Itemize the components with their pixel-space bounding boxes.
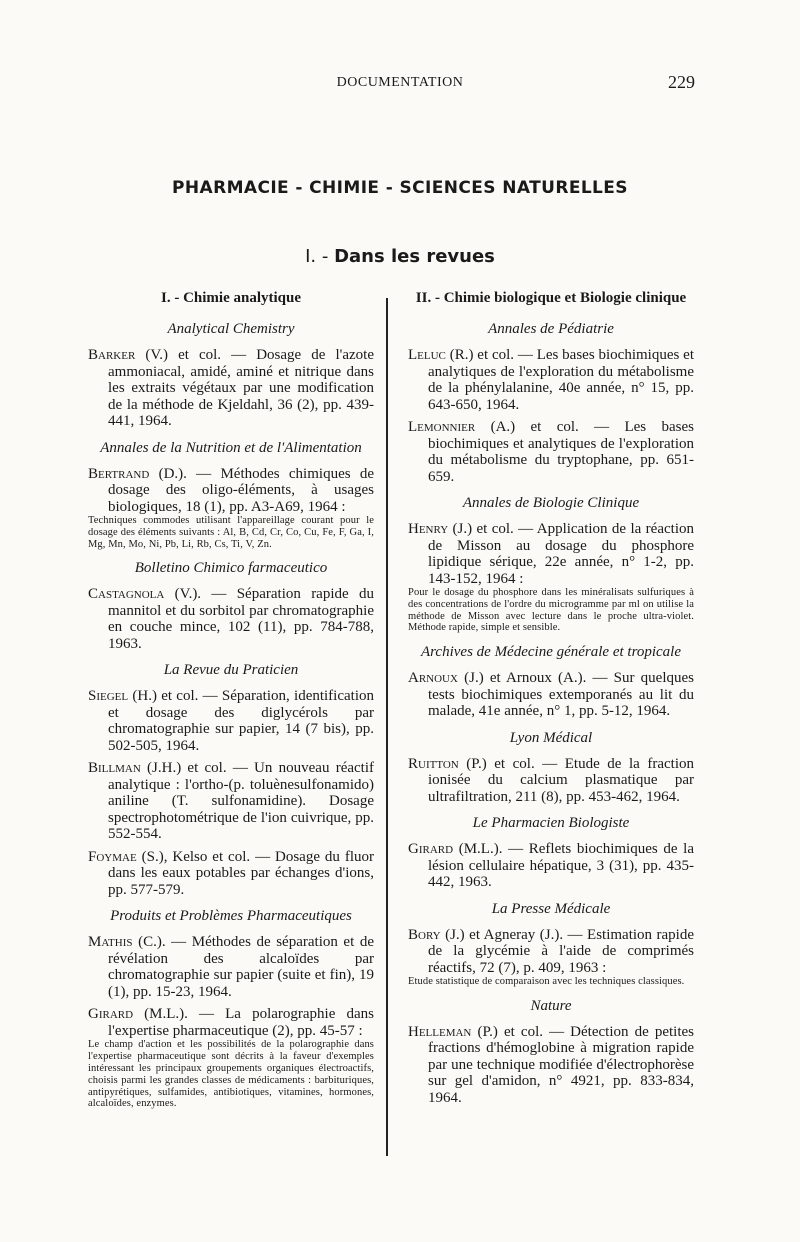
column-divider (386, 298, 388, 1156)
journal-title: La Revue du Praticien (163, 662, 299, 679)
bibliography-entry (88, 760, 374, 843)
entry-abstract: Techniques commodes utilisant l'appareillage courant pour le dosage des éléments suivants : Al, B, Cd, Cr, Co, Cu, Fe, F, Ga, I, Mg, Mn, Mo, Ni, Pb, Li, Rb, Cs, Ti, V, Zn. (88, 515, 374, 550)
entry-author: Siegel (88, 688, 129, 705)
entry-citation: (P.) et col. — Détection de petites fractions d'hémoglobine à migration rapide par une technique modifiée d'électrophorèse sur gel d'amidon, n° 4921, pp. 833-834, 1964. (428, 1023, 694, 1106)
bibliography-entry (408, 1024, 694, 1107)
journal-title: Analytical Chemistry (167, 321, 295, 337)
section-title: PHARMACIE - CHIMIE - SCIENCES NATURELLES (172, 178, 628, 198)
entry-author: Bory (408, 926, 441, 943)
bibliography-entry (408, 756, 694, 806)
entry-citation: (H.) et col. — Séparation, identification et dosage des diglycérols par chromatographie sur papier, 14 (7 bis), pp. 502-505, 1964. (108, 688, 374, 754)
entry-citation: (J.) et Agneray (J.). — Estimation rapide de la glycémie à l'aide de comprimés réactifs, 72 (7), p. 409, 1963 : (428, 926, 694, 976)
entry-author: Castagnola (88, 586, 165, 603)
entry-author: Ruitton (408, 755, 459, 772)
entry-citation: (S.), Kelso et col. — Dosage du fluor dans les eaux potables par échanges d'ions, pp. 577-579. (108, 848, 374, 898)
entry-citation: (R.) et col. — Les bases biochimiques et analytiques de l'exploration du métabolisme de la phénylalanine, 40e année, n° 15, pp. 643-650, 1964. (428, 347, 694, 413)
journal-title: Nature (530, 997, 572, 1014)
bibliography-entry (408, 419, 694, 485)
entry-author: Girard (88, 1006, 134, 1023)
entry-citation: (J.H.) et col. — Un nouveau réactif analytique : l'ortho-(p. toluènesulfonamido) aniline (T. sulfonamidine). Dosage spectrophotométrique de l'ion cuivrique, pp. 552-554. (108, 760, 374, 843)
entry-citation: (M.L.). — La polarographie dans l'expertise pharmaceutique (2), pp. 45-57 : (108, 1006, 374, 1039)
bibliography-entry (88, 934, 374, 1000)
journal-title: Produits et Problèmes Pharmaceutiques (110, 908, 352, 925)
bibliography-entry (88, 1006, 374, 1110)
running-head: DOCUMENTATION (336, 75, 464, 90)
entry-author: Lemonnier (408, 419, 476, 435)
bibliography-entry (408, 841, 694, 891)
bibliography-entry (88, 347, 374, 430)
entry-abstract: Pour le dosage du phosphore dans les minéralisats sulfuriques à des concentrations de l'ordre du microgramme par ml on utilise la méthode de Misson avec lecture dans le proche ultra-violet. Méthode rapide, simple et sensible. (408, 587, 694, 634)
entry-citation: (M.L.). — Reflets biochimiques de la lésion cellulaire hépatique, 3 (31), pp. 435-442, 1963. (428, 841, 694, 891)
bibliography-entry (88, 586, 374, 652)
entry-author: Henry (408, 521, 449, 537)
journal-title: Annales de Biologie Clinique (462, 495, 640, 511)
entry-author: Helleman (408, 1023, 472, 1040)
bibliography-entry (408, 347, 694, 413)
bibliography-entry (88, 849, 374, 899)
entry-citation: (J.) et Arnoux (A.). — Sur quelques tests biochimiques extemporanés au lit du malade, 41e année, n° 1, pp. 5-12, 1964. (428, 670, 694, 720)
entry-citation: (V.) et col. — Dosage de l'azote ammoniacal, amidé, aminé et nitrique dans les extraits végétaux par une modification de la méthode de Kjeldahl, 36 (2), pp. 439-441, 1964. (108, 347, 374, 429)
entry-author: Mathis (88, 934, 133, 951)
journal-title: Annales de Pédiatrie (488, 321, 614, 337)
bibliography-entry (88, 466, 374, 551)
entry-author: Girard (408, 841, 454, 858)
section-heading: I. - Chimie analytique (160, 290, 301, 306)
entry-citation: (C.). — Méthodes de séparation et de révélation des alcaloïdes par chromatographie sur papier (suite et fin), 19 (1), pp. 15-23, 1964. (108, 934, 374, 1000)
entry-citation: (V.). — Séparation rapide du mannitol et du sorbitol par chromatographie en couche mince, 102 (11), pp. 784-788, 1963. (108, 586, 374, 652)
bibliography-entry (408, 670, 694, 720)
entry-author: Billman (88, 760, 141, 777)
right-column (408, 290, 694, 1112)
bibliography-entry (408, 521, 694, 634)
bibliography-entry (88, 688, 374, 754)
entry-author: Leluc (408, 347, 446, 363)
journal-title: Archives de Médecine générale et tropicale (420, 644, 682, 661)
entry-author: Foymae (88, 848, 137, 865)
page-header (0, 72, 800, 96)
entry-abstract: Etude statistique de comparaison avec les techniques classiques. (408, 976, 685, 988)
entry-citation: (J.) et col. — Application de la réaction de Misson au dosage du phosphore lipidique sérique, 22e année, n° 1-2, pp. 143-152, 1964 : (428, 521, 694, 587)
journal-title: Lyon Médical (509, 729, 593, 746)
entry-author: Barker (88, 347, 136, 363)
section-heading: II. - Chimie biologique et Biologie clinique (415, 290, 687, 306)
part-number: I. - (305, 246, 329, 267)
left-column (88, 290, 374, 1116)
entry-author: Bertrand (88, 465, 150, 482)
entry-citation: (D.). — Méthodes chimiques de dosage des oligo-éléments, à usages biologiques, 18 (1), pp. A3-A69, 1964 : (108, 465, 374, 515)
page-number: 229 (668, 72, 695, 92)
entry-citation: (P.) et col. — Etude de la fraction ionisée du calcium plasmatique par ultrafiltration, 211 (8), pp. 453-462, 1964. (428, 755, 694, 805)
part-title (0, 246, 800, 267)
part-title-text: Dans les revues (334, 246, 495, 267)
entry-author: Arnoux (408, 670, 458, 687)
journal-title: Le Pharmacien Biologiste (472, 815, 630, 832)
journal-title: Bolletino Chimico farmaceutico (134, 560, 328, 577)
journal-title: La Presse Médicale (491, 900, 611, 917)
entry-abstract: Le champ d'action et les possibilités de la polarographie dans l'expertise pharmaceutique sont décrits à la faveur d'exemples intéressant les principaux groupements organiques électroactifs, choisis parmi les grandes classes de médicaments : barbituriques, antipyrétiques, sulfamides, antibiotiques, vitamines, hormones, alcaloïdes, enzymes. (88, 1039, 374, 1110)
journal-title: Annales de la Nutrition et de l'Alimentation (100, 439, 362, 456)
entry-citation: (A.) et col. — Les bases biochimiques et analytiques de l'exploration du métabolisme du tryptophane, pp. 651-659. (428, 419, 694, 485)
bibliography-entry (408, 927, 694, 988)
